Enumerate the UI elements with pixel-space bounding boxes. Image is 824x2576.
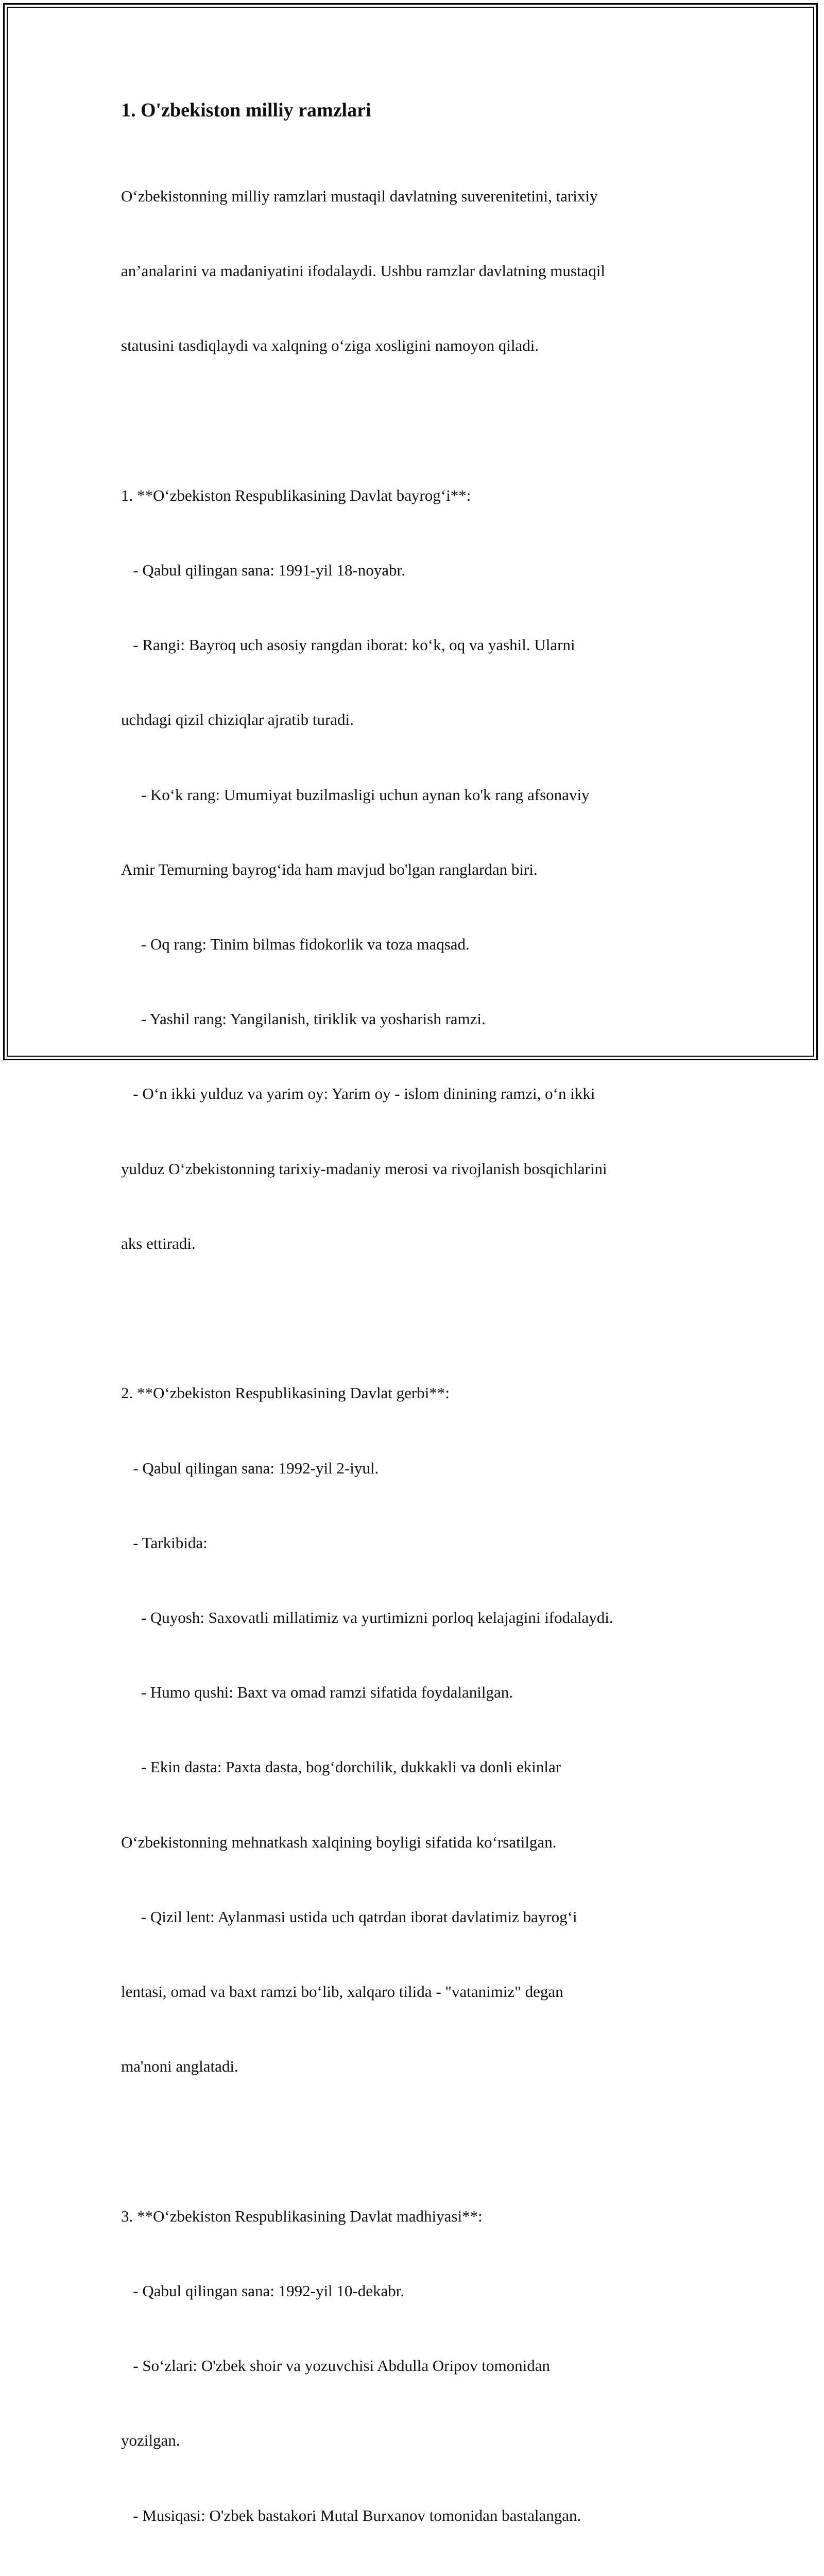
section-emblem-line: - Ekin dasta: Paxta dasta, bog‘dorchilik, dukkakli va donli ekinlar [121,1758,561,1776]
section-flag-line: Amir Temurning bayrog‘ida ham mavjud bo'lgan ranglardan biri. [121,860,538,878]
intro-paragraph [121,134,724,408]
section-flag-line: - Ko‘k rang: Umumiyat buzilmasligi uchun aynan ko'k rang afsonaviy [121,785,590,804]
section-emblem-line: lentasi, omad va baxt ramzi bo‘lib, xalqaro tilida - "vatanimiz" degan [121,1982,563,2001]
section-emblem-line: - Humo qushi: Baxt va omad ramzi sifatida foydalanilgan. [121,1683,513,1702]
section-flag-line: - O‘n ikki yulduz va yarim oy: Yarim oy - islom dinining ramzi, o‘n ikki [121,1084,595,1103]
section-anthem [121,2154,724,2576]
section-anthem-line: - Musiqasi: O'zbek bastakori Mutal Burxanov tomonidan bastalangan. [121,2506,581,2524]
section-anthem-line: - Qabul qilingan sana: 1992-yil 10-dekabr. [121,2281,405,2300]
section-anthem-title: 3. **O‘zbekiston Respublikasining Davlat madhiyasi**: [121,2207,483,2225]
section-flag-line: - Oq rang: Tinim bilmas fidokorlik va toza maqsad. [121,935,470,953]
section-emblem-line: O‘zbekistonning mehnatkash xalqining boyligi sifatida ko‘rsatilgan. [121,1833,557,1851]
section-emblem-line: ma'noni anglatadi. [121,2057,238,2076]
section-flag [121,433,724,1306]
section-anthem-line: yozilgan. [121,2431,180,2450]
section-flag-line: - Qabul qilingan sana: 1991-yil 18-noyabr. [121,561,405,579]
section-flag-line: uchdagi qizil chiziqlar ajratib turadi. [121,710,354,729]
section-flag-line: - Rangi: Bayroq uch asosiy rangdan iborat: ko‘k, oq va yashil. Ularni [121,636,575,654]
section-flag-line: aks ettiradi. [121,1234,196,1252]
paragraph-spacer [121,408,724,433]
section-emblem-line: - Quyosh: Saxovatli millatimiz va yurtimizni porloq kelajagini ifodalaydi. [121,1608,613,1626]
paragraph-spacer [121,1306,724,1331]
section-emblem-line: - Tarkibida: [121,1533,208,1552]
section-emblem [121,1331,724,2129]
document-heading: 1. O'zbekiston milliy ramzlari [121,99,371,121]
section-anthem-line: - So‘zlari: O'zbek shoir va yozuvchisi Abdulla Oripov tomonidan [121,2357,550,2375]
intro-line: statusini tasdiqlaydi va xalqning o‘ziga xosligini namoyon qiladi. [121,336,539,355]
section-flag-line: yulduz O‘zbekistonning tarixiy-madaniy merosi va rivojlanish bosqichlarini [121,1159,607,1178]
section-emblem-line: - Qizil lent: Aylanmasi ustida uch qatrdan iborat davlatimiz bayrog‘i [121,1907,577,1926]
section-emblem-title: 2. **O‘zbekiston Respublikasining Davlat gerbi**: [121,1384,450,1402]
section-emblem-line: - Qabul qilingan sana: 1992-yil 2-iyul. [121,1459,379,1477]
section-flag-line: - Yashil rang: Yangilanish, tiriklik va yosharish ramzi. [121,1010,486,1028]
section-flag-title: 1. **O‘zbekiston Respublikasining Davlat bayrog‘i**: [121,486,471,504]
paragraph-spacer [121,2129,724,2154]
intro-line: O‘zbekistonning milliy ramzlari mustaqil davlatning suverenitetini, tarixiy [121,187,598,205]
document-body [121,97,724,2576]
intro-line: an’analarini va madaniyatini ifodalaydi. Ushbu ramzlar davlatning mustaqil [121,262,606,280]
